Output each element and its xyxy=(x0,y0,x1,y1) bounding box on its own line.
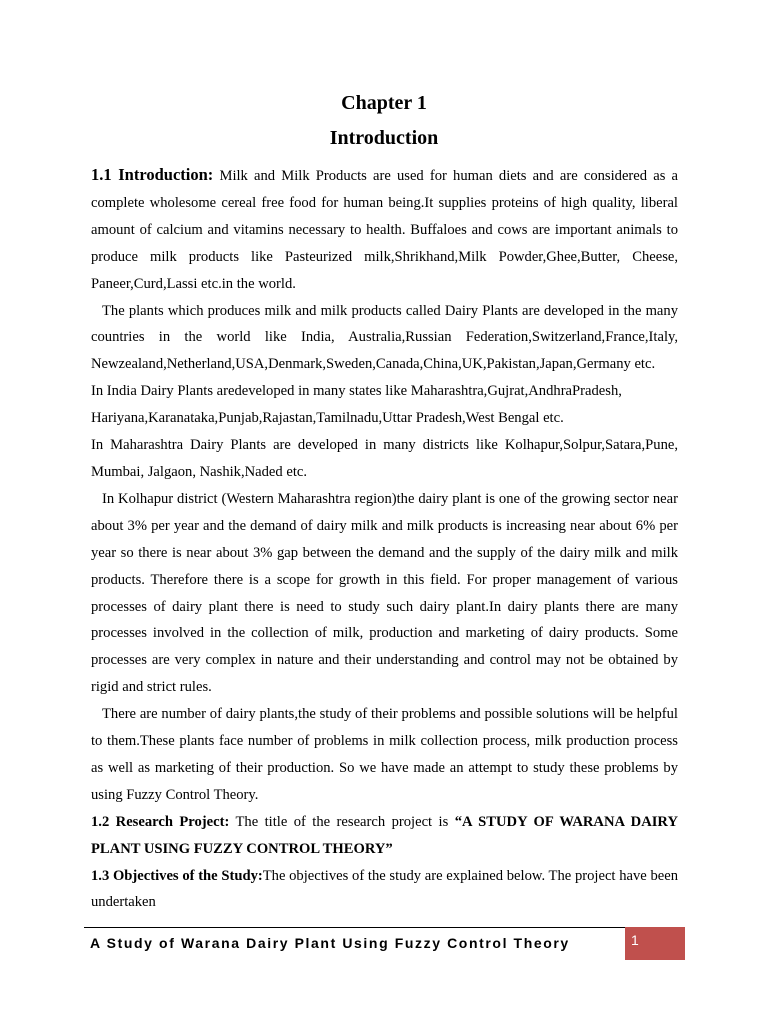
paragraph-objectives xyxy=(91,863,678,917)
paragraph: In Maharashtra Dairy Plants are developed in many districts like Kolhapur,Solpur,Satara,Pune, Mumbai, Jalgaon, Nashik,Naded etc. xyxy=(91,437,678,480)
paragraph: The plants which produces milk and milk products called Dairy Plants are developed in the many countries in the world like India, Australia,Russian Federation,Switzerland,France,Italy, Newzealand,Netherland,USA,Denmark,Sweden,Canada,China,UK,Pakistan,Japan,Germany etc. xyxy=(91,302,678,373)
footer-divider xyxy=(84,927,629,928)
paragraph-research-project xyxy=(91,809,678,863)
project-title: “A STUDY OF WARANA DAIRY PLANT USING FUZZY CONTROL THEORY” xyxy=(91,813,678,857)
paragraph: Hariyana,Karanataka,Punjab,Rajastan,Tamilnadu,Uttar Pradesh,West Bengal etc. xyxy=(91,410,564,427)
paragraph: In Kolhapur district (Western Maharashtra region)the dairy plant is one of the growing sector near about 3% per year and the demand of dairy milk and milk products is increasing near about 6% per year so there is near about 3% gap between the demand and the supply of the dairy milk and milk products. Therefore there is a scope for growth in this field. For proper management of various processes of dairy plant there is need to study such dairy plant.In dairy plants there are many processes involved in the collection of milk, production and marketing of dairy products. Some processes are very complex in nature and their understanding and control may not be obtained by rigid and strict rules. xyxy=(91,490,678,696)
running-footer-title: A Study of Warana Dairy Plant Using Fuzzy Control Theory xyxy=(90,935,570,951)
paragraph-intro xyxy=(91,162,678,298)
paragraph: In India Dairy Plants aredeveloped in many states like Maharashtra,Gujrat,AndhraPradesh, xyxy=(91,383,622,400)
page-footer xyxy=(84,927,685,960)
paragraph-text: Milk and Milk Products are used for human diets and are considered as a complete wholesome cereal free food for human being.It supplies proteins of high quality, liberal amount of calcium and vitamins necessary to health. Buffaloes and cows are important animals to produce milk products like Pasteurized milk,Shrikhand,Milk Powder,Ghee,Butter, Cheese, Paneer,Curd,Lassi etc.in the world. xyxy=(91,168,679,292)
paragraph-text: The objectives of the study are explained below. The project have been undertaken xyxy=(91,867,679,911)
chapter-title: Introduction xyxy=(329,127,439,149)
page-number-badge xyxy=(625,927,685,960)
page-number: 1 xyxy=(631,932,639,948)
paragraph-text: The title of the research project is xyxy=(229,813,455,830)
body-text xyxy=(91,162,678,916)
paragraph: There are number of dairy plants,the study of their problems and possible solutions will be helpful to them.These plants face number of problems in milk collection process, milk production process as well as marketing of their production. So we have made an attempt to study these problems by using Fuzzy Control Theory. xyxy=(91,706,678,803)
section-heading-1-1: 1.1 Introduction: xyxy=(91,165,214,184)
chapter-label: Chapter 1 xyxy=(341,92,427,114)
section-heading-1-2: 1.2 Research Project: xyxy=(91,813,230,830)
section-heading-1-3: 1.3 Objectives of the Study: xyxy=(91,867,263,884)
